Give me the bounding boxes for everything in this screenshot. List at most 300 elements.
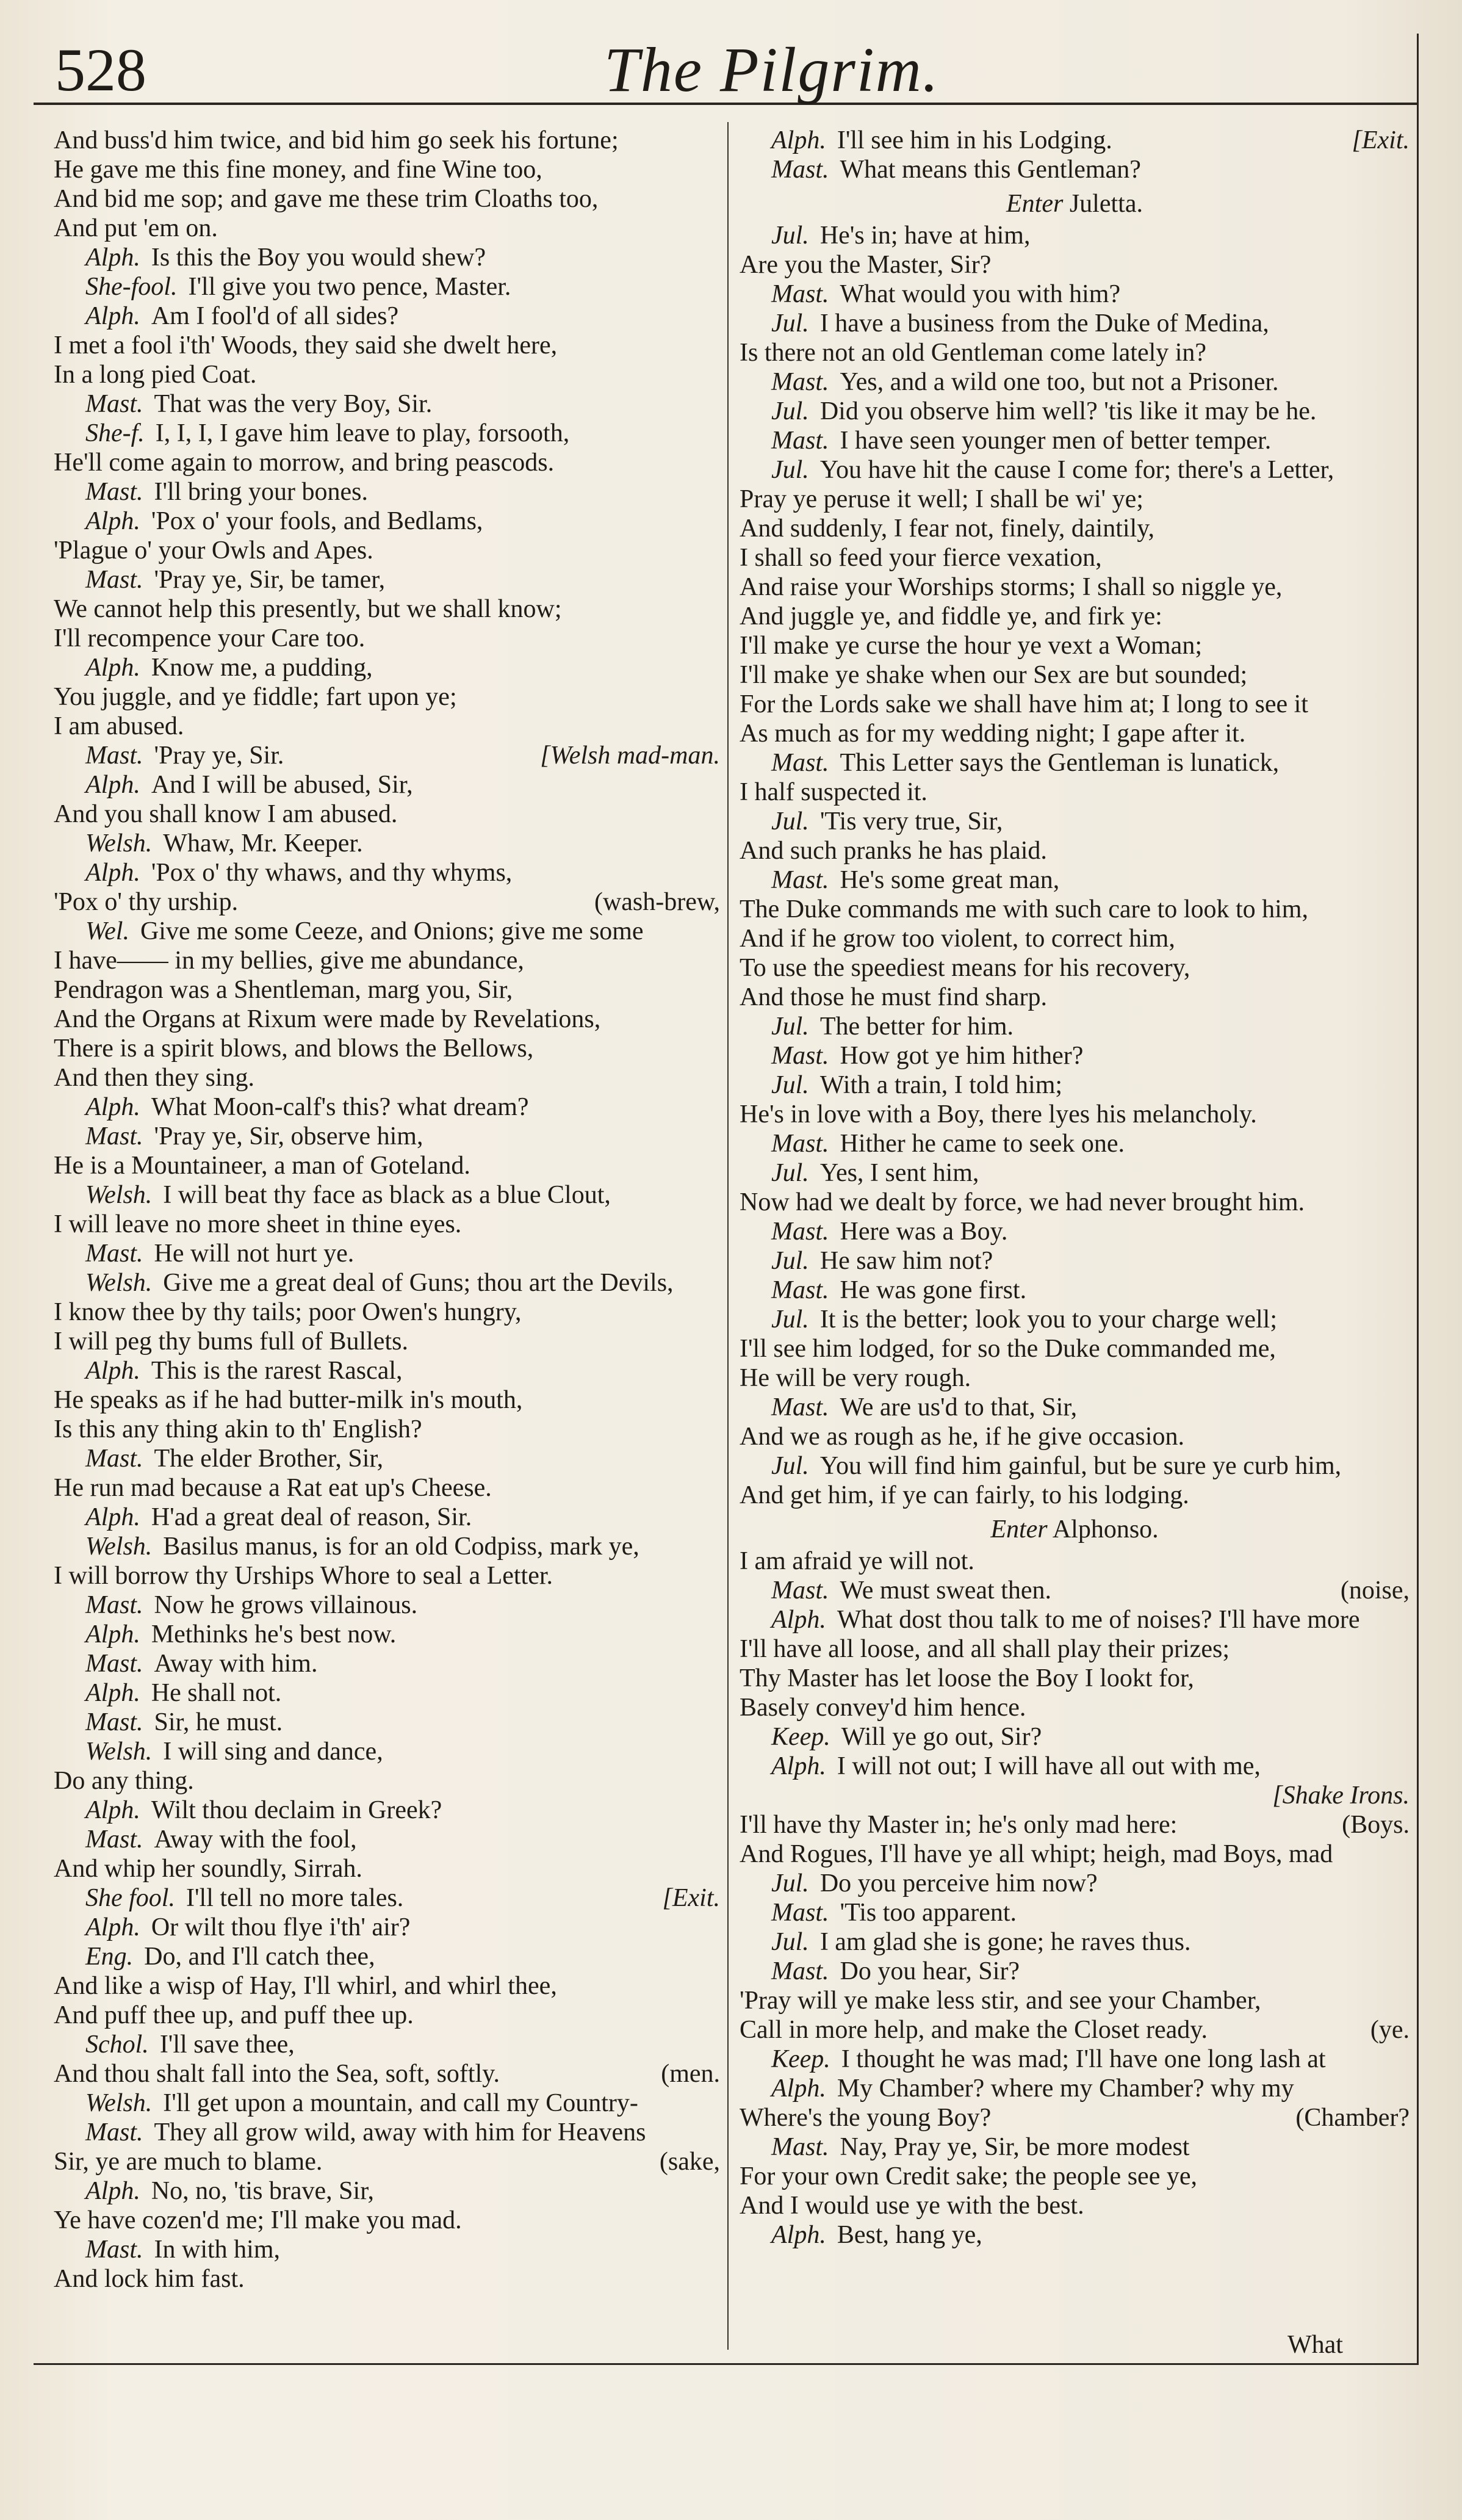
verse-line	[740, 1693, 1410, 1722]
verse-line	[54, 1737, 720, 1766]
line-text: I'll bring your bones.	[154, 478, 369, 506]
line-text: I'll give you two pence, Master.	[188, 273, 511, 301]
speaker-name: Mast.	[771, 1899, 829, 1927]
verse-line	[54, 2264, 720, 2294]
verse-line	[54, 243, 720, 272]
verse-line	[54, 1796, 720, 1825]
verse-line	[740, 1634, 1410, 1664]
line-text: As much as for my wedding night; I gape after it.	[740, 720, 1246, 748]
verse-line	[740, 2162, 1410, 2191]
verse-line	[54, 653, 720, 682]
line-text: I know thee by thy tails; poor Owen's hungry,	[54, 1298, 522, 1326]
verse-line	[54, 1971, 720, 2001]
speaker-name: Jul.	[771, 1013, 809, 1041]
line-text: Basely convey'd him hence.	[740, 1694, 1026, 1722]
speaker-name: Mast.	[85, 1240, 143, 1268]
line-text: And whip her soundly, Sirrah.	[54, 1855, 362, 1883]
line-text: Pendragon was a Shentleman, marg you, Sir,	[54, 976, 513, 1004]
verse-line	[740, 1722, 1410, 1752]
verse-line	[54, 741, 720, 770]
bottom-rule	[34, 2363, 1419, 2365]
verse-line	[740, 1810, 1410, 1839]
line-text: They all grow wild, away with him for Heavens	[154, 2118, 646, 2146]
verse-line	[54, 565, 720, 594]
speaker-name: Mast.	[771, 1130, 829, 1158]
line-text: How got ye him hither?	[840, 1042, 1084, 1070]
verse-line	[740, 1664, 1410, 1693]
verse-line	[54, 1854, 720, 1883]
speaker-name: Mast.	[85, 478, 143, 506]
verse-line	[54, 829, 720, 858]
verse-line	[54, 1620, 720, 1649]
line-text: And those he must find sharp.	[740, 983, 1047, 1011]
verse-line	[54, 507, 720, 536]
line-text: He speaks as if he had butter-milk in's mouth,	[54, 1386, 523, 1414]
speaker-name: Alph.	[85, 302, 140, 330]
line-text: 'Pray ye, Sir, be tamer,	[154, 566, 386, 594]
speaker-name: Welsh.	[85, 2089, 153, 2117]
speaker-name: Mast.	[771, 1042, 829, 1070]
line-text: I'll recompence your Care too.	[54, 624, 366, 652]
verse-line	[740, 2074, 1410, 2103]
speaker-name: Mast.	[771, 1393, 829, 1421]
line-text: And Rogues, I'll have ye all whipt; heigh, mad Boys, mad	[740, 1840, 1333, 1868]
line-text: In a long pied Coat.	[54, 361, 257, 389]
verse-line	[740, 1305, 1410, 1334]
line-text: I thought he was mad; I'll have one long lash at	[841, 2045, 1326, 2073]
line-text: I am glad she is gone; he raves thus.	[819, 1928, 1191, 1956]
speaker-name: Alph.	[771, 126, 826, 154]
verse-line	[54, 272, 720, 301]
stage-direction: [Shake Irons.	[1272, 1782, 1410, 1810]
verse-line	[54, 1444, 720, 1473]
verse-line	[740, 1869, 1410, 1898]
right-column	[740, 126, 1410, 2250]
verse-line	[740, 690, 1410, 719]
line-text: The better for him.	[819, 1013, 1014, 1041]
verse-line	[740, 1927, 1410, 1957]
line-text: I'll see him in his Lodging.	[837, 126, 1112, 154]
verse-line	[54, 2147, 720, 2176]
line-text: And like a wisp of Hay, I'll whirl, and whirl thee,	[54, 1972, 557, 2000]
speaker-name: Jul.	[771, 1928, 809, 1956]
verse-line	[54, 1913, 720, 1942]
line-text: Sir, he must.	[154, 1708, 283, 1736]
verse-line	[740, 1898, 1410, 1927]
line-text: He'll come again to morrow, and bring peascods.	[54, 449, 555, 477]
verse-line	[54, 1356, 720, 1385]
line-text: 'Plague o' your Owls and Apes.	[54, 536, 373, 565]
line-text: Is this any thing akin to th' English?	[54, 1415, 422, 1443]
line-text: Nay, Pray ye, Sir, be more modest	[840, 2133, 1190, 2161]
line-text: He was gone first.	[840, 1276, 1027, 1304]
verse-line	[54, 1590, 720, 1620]
verse-line	[740, 1481, 1410, 1510]
line-text: He saw him not?	[819, 1247, 993, 1275]
verse-line	[54, 477, 720, 507]
speaker-name: Jul.	[771, 397, 809, 425]
turnover-text: (Chamber?	[1295, 2104, 1410, 2132]
line-text: 'Pray ye, Sir.	[154, 742, 284, 770]
verse-line	[740, 1217, 1410, 1246]
line-text: Best, hang ye,	[837, 2221, 982, 2249]
line-text: Away with the fool,	[154, 1825, 357, 1854]
speaker-name: Welsh.	[85, 1269, 153, 1297]
verse-line	[740, 1752, 1410, 1781]
line-text: I'll tell no more tales.	[185, 1884, 404, 1912]
speaker-name: Mast.	[771, 280, 829, 308]
verse-line	[54, 975, 720, 1005]
verse-line	[54, 448, 720, 477]
verse-line	[740, 2103, 1410, 2132]
turnover-text: (men.	[661, 2060, 720, 2088]
line-text: I shall so feed your fierce vexation,	[740, 544, 1102, 572]
line-text: Wilt thou declaim in Greek?	[151, 1796, 442, 1824]
speaker-name: Alph.	[85, 1796, 140, 1824]
speaker-name: Alph.	[85, 1357, 140, 1385]
verse-line	[54, 1151, 720, 1180]
line-text: I, I, I, I gave him leave to play, forsooth,	[155, 419, 570, 447]
line-text: Pray ye peruse it well; I shall be wi' ye;	[740, 485, 1143, 513]
speaker-name: Mast.	[771, 156, 829, 184]
verse-line	[740, 1246, 1410, 1276]
left-column	[54, 126, 720, 2294]
line-text: I met a fool i'th' Woods, they said she dwelt here,	[54, 331, 558, 359]
line-text: Yes, and a wild one too, but not a Prisoner.	[840, 368, 1279, 396]
speaker-name: Eng.	[85, 1943, 134, 1971]
verse-line	[740, 1986, 1410, 2015]
speaker-name: Welsh.	[85, 1738, 153, 1766]
verse-line	[740, 778, 1410, 807]
line-text: What would you with him?	[840, 280, 1121, 308]
line-text: I have seen younger men of better temper.	[840, 427, 1272, 455]
verse-line	[54, 2206, 720, 2235]
line-text: I am afraid ye will not.	[740, 1547, 974, 1575]
line-text: What dost thou talk to me of noises? I'll have more	[837, 1606, 1360, 1634]
line-text: And thou shalt fall into the Sea, soft, softly.	[54, 2060, 500, 2088]
verse-line	[740, 250, 1410, 280]
verse-line	[54, 184, 720, 214]
speaker-name: Schol.	[85, 2031, 149, 2059]
verse-line	[740, 1070, 1410, 1100]
speaker-name: Alph.	[85, 2177, 140, 2205]
verse-line	[54, 2001, 720, 2030]
speaker-name: Alph.	[85, 1093, 140, 1121]
verse-line	[54, 917, 720, 946]
verse-line	[54, 301, 720, 331]
right-rule	[1417, 34, 1419, 2365]
verse-line	[740, 1547, 1410, 1576]
line-text: I have—— in my bellies, give me abundance,	[54, 947, 524, 975]
line-text: 'Tis too apparent.	[840, 1899, 1017, 1927]
speaker-name: Mast.	[771, 866, 829, 894]
speaker-name: Mast.	[771, 1218, 829, 1246]
verse-line	[54, 1092, 720, 1122]
turnover-text: (Boys.	[1342, 1811, 1410, 1839]
verse-line	[740, 1451, 1410, 1481]
line-text: And you shall know I am abused.	[54, 800, 398, 828]
speaker-name: Mast.	[85, 1122, 143, 1150]
verse-line	[740, 1012, 1410, 1041]
stage-entry	[740, 1510, 1410, 1547]
line-text: I will not out; I will have all out with me,	[837, 1752, 1261, 1780]
verse-line	[740, 543, 1410, 572]
verse-line	[740, 2015, 1410, 2045]
verse-line	[740, 748, 1410, 778]
verse-line	[54, 1298, 720, 1327]
verse-line	[54, 594, 720, 624]
line-text: He's some great man,	[840, 866, 1060, 894]
verse-line	[54, 2235, 720, 2264]
verse-line	[740, 1276, 1410, 1305]
line-text: What means this Gentleman?	[840, 156, 1141, 184]
line-text: And the Organs at Rixum were made by Revelations,	[54, 1005, 601, 1033]
line-text: Where's the young Boy?	[740, 2104, 992, 2132]
verse-line	[54, 2089, 720, 2118]
verse-line	[740, 1158, 1410, 1188]
line-text: I will leave no more sheet in thine eyes.	[54, 1210, 462, 1238]
line-text: What Moon-calf's this? what dream?	[151, 1093, 529, 1121]
line-text: To use the speediest means for his recovery,	[740, 954, 1190, 982]
speaker-name: Mast.	[85, 566, 143, 594]
verse-line	[54, 126, 720, 155]
verse-line	[54, 946, 720, 975]
turnover-text: (noise,	[1340, 1576, 1410, 1605]
speaker-name: Jul.	[771, 1247, 809, 1275]
line-text: I'll make ye shake when our Sex are but sounded;	[740, 661, 1248, 689]
speaker-name: Jul.	[771, 222, 809, 250]
line-text: Methinks he's best now.	[151, 1620, 397, 1648]
line-text: Is this the Boy you would shew?	[151, 244, 486, 272]
speaker-name: Alph.	[771, 2074, 826, 2103]
line-text: Call in more help, and make the Closet ready.	[740, 2016, 1208, 2044]
speaker-name: Alph.	[85, 771, 140, 799]
verse-line	[54, 1005, 720, 1034]
verse-line	[54, 1034, 720, 1063]
line-text: Do you hear, Sir?	[840, 1957, 1020, 1985]
speaker-name: Jul.	[771, 1159, 809, 1187]
verse-line	[54, 331, 720, 360]
line-text: 'Pray will ye make less stir, and see your Chamber,	[740, 1987, 1261, 2015]
line-text: He shall not.	[151, 1679, 282, 1707]
verse-line	[740, 309, 1410, 338]
verse-line	[740, 631, 1410, 660]
verse-line	[740, 2220, 1410, 2250]
line-text: For your own Credit sake; the people see ye,	[740, 2162, 1197, 2190]
line-text: You juggle, and ye fiddle; fart upon ye;	[54, 683, 457, 711]
verse-line	[54, 624, 720, 653]
line-text: Whaw, Mr. Keeper.	[163, 829, 363, 857]
line-text: The Duke commands me with such care to look to him,	[740, 895, 1308, 923]
line-text: Give me a great deal of Guns; thou art the Devils,	[163, 1269, 674, 1297]
line-text: There is a spirit blows, and blows the Bellows,	[54, 1034, 534, 1063]
speaker-name: She-fool.	[85, 273, 178, 301]
speaker-name: Mast.	[771, 1957, 829, 1985]
speaker-name: Mast.	[771, 427, 829, 455]
line-text: I'll see him lodged, for so the Duke commanded me,	[740, 1335, 1276, 1363]
verse-line	[740, 924, 1410, 953]
verse-line	[740, 1393, 1410, 1422]
verse-line	[54, 1415, 720, 1444]
speaker-name: Alph.	[85, 1503, 140, 1531]
line-text: We must sweat then.	[840, 1576, 1052, 1605]
speaker-name: Welsh.	[85, 829, 153, 857]
verse-line	[54, 1385, 720, 1415]
speaker-name: Jul.	[771, 1452, 809, 1480]
speaker-name: Alph.	[85, 1620, 140, 1648]
verse-line	[740, 155, 1410, 184]
verse-line	[740, 338, 1410, 367]
speaker-name: Alph.	[85, 859, 140, 887]
stage-direction: [Exit.	[1352, 126, 1410, 154]
verse-line	[54, 2059, 720, 2089]
line-text: Thy Master has let loose the Boy I lookt for,	[740, 1664, 1194, 1692]
verse-line	[740, 836, 1410, 865]
line-text: Will ye go out, Sir?	[841, 1723, 1042, 1751]
verse-line	[740, 367, 1410, 397]
verse-line	[740, 1100, 1410, 1129]
line-text: And juggle ye, and fiddle ye, and firk ye:	[740, 602, 1162, 630]
verse-line	[740, 1363, 1410, 1393]
speaker-name: Mast.	[85, 1825, 143, 1854]
speaker-name: Jul.	[771, 1869, 809, 1897]
verse-line	[740, 1422, 1410, 1451]
verse-line	[54, 1503, 720, 1532]
speaker-name: Jul.	[771, 1071, 809, 1099]
line-text: And suddenly, I fear not, finely, daintily,	[740, 514, 1154, 543]
verse-line	[54, 360, 720, 389]
catchword: What	[1287, 2331, 1343, 2359]
line-text: I will peg thy bums full of Bullets.	[54, 1327, 408, 1356]
line-text: 'Pox o' thy whaws, and thy whyms,	[151, 859, 513, 887]
entry-word: Enter	[1006, 190, 1064, 218]
line-text: He gave me this fine money, and fine Wine too,	[54, 156, 542, 184]
speaker-name: Alph.	[771, 2221, 826, 2249]
verse-line	[54, 2030, 720, 2059]
verse-line	[740, 572, 1410, 602]
verse-line	[54, 536, 720, 565]
speaker-name: Mast.	[85, 2236, 143, 2264]
line-text: I will borrow thy Urships Whore to seal a Letter.	[54, 1562, 553, 1590]
verse-line	[740, 1041, 1410, 1070]
verse-line	[740, 602, 1410, 631]
verse-line	[54, 155, 720, 184]
page-number: 528	[55, 36, 146, 104]
line-text: And if he grow too violent, to correct him,	[740, 925, 1175, 953]
line-text: Do you perceive him now?	[819, 1869, 1098, 1897]
stage-direction: [Exit.	[662, 1884, 720, 1912]
verse-line	[740, 2132, 1410, 2162]
line-text: He is a Mountaineer, a man of Goteland.	[54, 1152, 470, 1180]
line-text: I am abused.	[54, 712, 184, 740]
speaker-name: Jul.	[771, 1305, 809, 1334]
line-text: With a train, I told him;	[819, 1071, 1063, 1099]
verse-line	[54, 419, 720, 448]
line-text: 'Pox o' thy urship.	[54, 888, 239, 916]
verse-line	[54, 1239, 720, 1268]
line-text: Away with him.	[154, 1650, 318, 1678]
speaker-name: Mast.	[85, 1708, 143, 1736]
line-text: Know me, a pudding,	[151, 654, 373, 682]
entry-character: Alphonso.	[1047, 1515, 1159, 1543]
verse-line	[740, 865, 1410, 895]
verse-line	[740, 895, 1410, 924]
speaker-name: She fool.	[85, 1884, 175, 1912]
entry-word: Enter	[990, 1515, 1048, 1543]
speaker-name: Alph.	[771, 1752, 826, 1780]
verse-line	[740, 1576, 1410, 1605]
line-text: And buss'd him twice, and bid him go seek his fortune;	[54, 126, 619, 154]
verse-line	[54, 1063, 720, 1092]
line-text: And lock him fast.	[54, 2265, 245, 2293]
verse-line	[54, 1942, 720, 1971]
speaker-name: Alph.	[85, 244, 140, 272]
line-text: And bid me sop; and gave me these trim Cloaths too,	[54, 185, 599, 213]
verse-line	[54, 1649, 720, 1678]
line-text: For the Lords sake we shall have him at; I long to see it	[740, 690, 1308, 718]
turnover-text: (ye.	[1370, 2016, 1410, 2044]
line-text: This is the rarest Rascal,	[151, 1357, 403, 1385]
column-divider	[727, 122, 729, 2350]
line-text: You have hit the cause I come for; there's a Letter,	[819, 456, 1334, 484]
line-text: He will not hurt ye.	[154, 1240, 355, 1268]
verse-line	[740, 221, 1410, 250]
line-text: I have a business from the Duke of Medina,	[819, 309, 1269, 338]
line-text: I half suspected it.	[740, 778, 927, 806]
running-title: The Pilgrim.	[604, 35, 940, 105]
verse-line	[54, 1678, 720, 1708]
line-text: And raise your Worships storms; I shall so niggle ye,	[740, 573, 1283, 601]
speaker-name: Mast.	[771, 368, 829, 396]
line-text: We cannot help this presently, but we shall know;	[54, 595, 562, 623]
line-text: And puff thee up, and puff thee up.	[54, 2001, 414, 2029]
line-text: Now had we dealt by force, we had never brought him.	[740, 1188, 1305, 1216]
verse-line	[740, 719, 1410, 748]
verse-line	[740, 1188, 1410, 1217]
speaker-name: Jul.	[771, 807, 809, 836]
line-text: I'll get upon a mountain, and call my Country-	[163, 2089, 638, 2117]
verse-line	[740, 1129, 1410, 1158]
verse-line	[740, 2045, 1410, 2074]
stage-entry	[740, 184, 1410, 221]
line-text: Is there not an old Gentleman come lately in?	[740, 339, 1207, 367]
verse-line	[54, 1561, 720, 1590]
line-text: Here was a Boy.	[840, 1218, 1008, 1246]
line-text: Or wilt thou flye i'th' air?	[151, 1913, 411, 1941]
verse-line	[54, 1532, 720, 1561]
speaker-name: Alph.	[85, 654, 140, 682]
line-text: And I would use ye with the best.	[740, 2192, 1084, 2220]
verse-line	[54, 1766, 720, 1796]
line-text: And then they sing.	[54, 1064, 254, 1092]
verse-line	[740, 1957, 1410, 1986]
verse-line	[740, 2191, 1410, 2220]
line-text: We are us'd to that, Sir,	[840, 1393, 1078, 1421]
verse-line	[740, 953, 1410, 983]
turnover-text: (wash-brew,	[594, 888, 720, 916]
verse-line	[740, 1839, 1410, 1869]
verse-line	[54, 1883, 720, 1913]
speaker-name: Alph.	[85, 1913, 140, 1941]
speaker-name: Welsh.	[85, 1181, 153, 1209]
speaker-name: Mast.	[85, 742, 143, 770]
entry-character: Juletta.	[1063, 190, 1143, 218]
stage-direction: [Welsh mad-man.	[540, 742, 720, 770]
line-text: The elder Brother, Sir,	[154, 1445, 384, 1473]
speaker-name: Jul.	[771, 309, 809, 338]
line-text: You will find him gainful, but be sure ye curb him,	[819, 1452, 1342, 1480]
verse-line	[54, 1825, 720, 1854]
